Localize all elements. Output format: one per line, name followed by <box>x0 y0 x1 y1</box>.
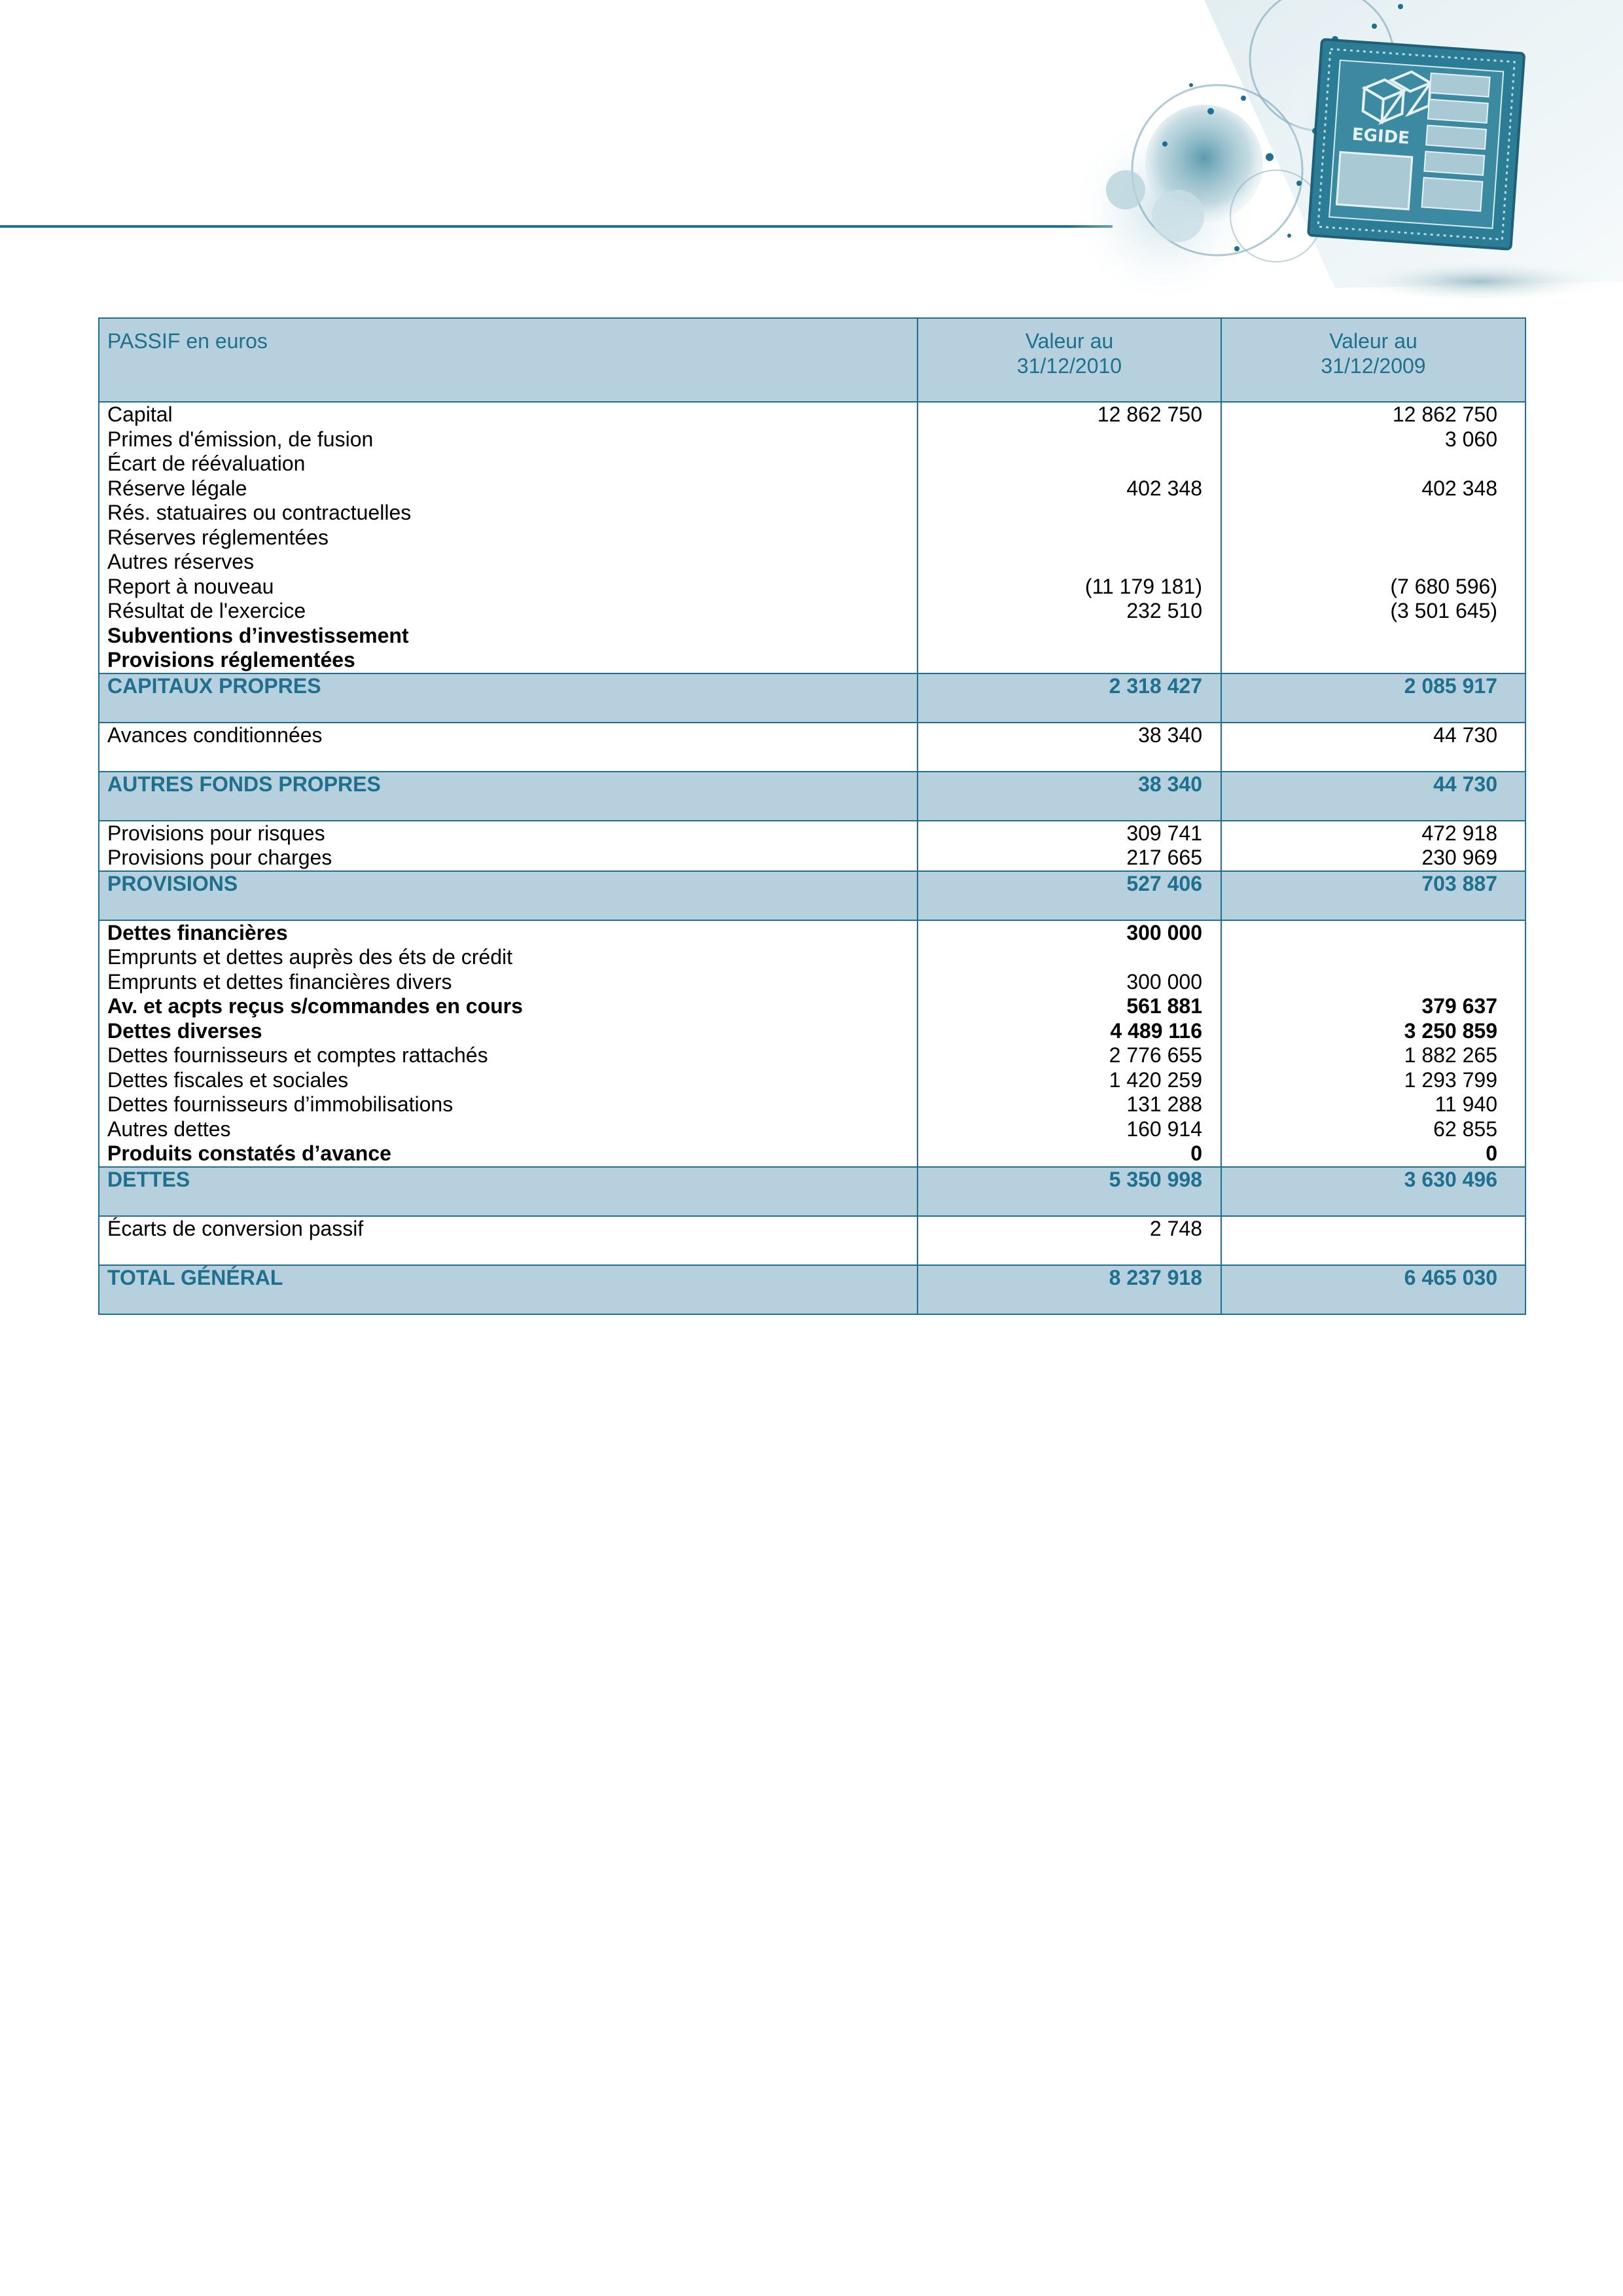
row-value-2009: (3 501 645) <box>1390 599 1497 622</box>
row-label: Dettes fournisseurs et comptes rattachés <box>107 1043 488 1067</box>
row-value-2009-cell <box>1221 1216 1525 1265</box>
table-row <box>99 821 1525 871</box>
row-label: Report à nouveau <box>107 574 274 598</box>
row-value-2009-cell <box>1221 402 1525 673</box>
row-value-2010 <box>918 648 1202 673</box>
row-value-2010 <box>918 945 1202 970</box>
row-label: Provisions réglementées <box>107 648 355 672</box>
row-value-2009-cell <box>1221 821 1525 871</box>
row-value-2010: 232 510 <box>1126 599 1202 622</box>
row-label: Rés. statuaires ou contractuelles <box>107 501 412 524</box>
row-value-2009 <box>1222 452 1497 476</box>
row-label: Dettes fiscales et sociales <box>107 1067 349 1092</box>
total-row <box>99 1265 1525 1314</box>
row-value-2010: 300 000 <box>1126 920 1202 944</box>
row-value-2010 <box>918 624 1202 649</box>
row-label: Dettes financières <box>107 920 288 944</box>
row-label: Subventions d’investissement <box>107 623 409 647</box>
total-value-2010: 38 340 <box>918 772 1221 821</box>
row-label-cell <box>99 1216 918 1265</box>
row-label: Provisions pour charges <box>107 846 332 869</box>
header-col-2009-line1: Valeur au <box>1329 329 1418 353</box>
row-value-2010: 300 000 <box>1126 969 1202 994</box>
row-value-2009 <box>1222 1217 1497 1242</box>
row-value-2009: 1 293 799 <box>1404 1067 1497 1092</box>
row-value-2009 <box>1222 624 1497 649</box>
row-value-2009: 12 862 750 <box>1392 403 1497 426</box>
total-value-2010: 5 350 998 <box>918 1167 1221 1216</box>
row-value-2010: 12 862 750 <box>1097 403 1202 426</box>
row-value-2010: 38 340 <box>1138 723 1202 747</box>
row-label: Dettes fournisseurs d’immobilisations <box>107 1092 454 1116</box>
row-value-2009 <box>1222 921 1497 946</box>
row-value-2010: 160 914 <box>1126 1117 1202 1141</box>
row-value-2009: 3 060 <box>1444 427 1497 451</box>
row-value-2009: 11 940 <box>1435 1092 1497 1116</box>
row-value-2010 <box>918 501 1202 526</box>
row-value-2010 <box>918 550 1202 575</box>
row-label-cell <box>99 920 918 1167</box>
row-value-2009: (7 680 596) <box>1390 574 1497 598</box>
row-value-2010: 4 489 116 <box>1110 1018 1202 1043</box>
row-value-2010-cell <box>918 402 1221 673</box>
row-value-2010 <box>918 452 1202 476</box>
row-value-2010-cell <box>918 723 1221 772</box>
total-row <box>99 871 1525 920</box>
total-row <box>99 673 1525 723</box>
total-label: TOTAL GÉNÉRAL <box>99 1265 918 1314</box>
row-label-cell <box>99 402 918 673</box>
header-decoration <box>1008 0 1623 308</box>
row-value-2009 <box>1222 550 1497 575</box>
header-label <box>99 318 918 402</box>
row-label: Écarts de conversion passif <box>107 1216 364 1240</box>
row-label: Provisions pour risques <box>107 821 325 845</box>
row-label: Produits constatés d’avance <box>107 1141 391 1165</box>
header-col-2010-line1: Valeur au <box>1025 329 1114 353</box>
row-value-2009 <box>1222 526 1497 550</box>
row-value-2010: 131 288 <box>1126 1092 1202 1116</box>
row-label: Écart de réévaluation <box>107 452 306 475</box>
header-col-2009 <box>1221 318 1525 402</box>
row-value-2009-cell <box>1221 723 1525 772</box>
row-value-2009: 379 637 <box>1421 994 1497 1018</box>
row-label: Réserve légale <box>107 476 247 500</box>
row-label: Résultat de l'exercice <box>107 599 306 622</box>
brand-logo-text: EGIDE <box>1351 124 1410 149</box>
total-label: CAPITAUX PROPRES <box>99 673 918 723</box>
row-value-2010 <box>918 526 1202 550</box>
row-value-2010-cell <box>918 920 1221 1167</box>
row-label: Av. et acpts reçus s/commandes en cours <box>107 994 523 1018</box>
row-value-2010-cell <box>918 1216 1221 1265</box>
row-label-cell <box>99 723 918 772</box>
row-value-2010: 1 420 259 <box>1109 1067 1202 1092</box>
total-row <box>99 1167 1525 1216</box>
total-row <box>99 772 1525 821</box>
row-value-2009 <box>1222 648 1497 673</box>
header-col-2009-line2: 31/12/2009 <box>1321 353 1426 378</box>
row-value-2010: 309 741 <box>1126 821 1202 845</box>
row-value-2010 <box>918 427 1202 452</box>
total-value-2009: 3 630 496 <box>1221 1167 1525 1216</box>
row-label: Réserves réglementées <box>107 525 329 549</box>
total-label: DETTES <box>99 1167 918 1216</box>
row-label: Dettes diverses <box>107 1018 262 1043</box>
total-value-2010: 2 318 427 <box>918 673 1221 723</box>
row-value-2009: 472 918 <box>1421 821 1497 845</box>
header-rule <box>0 225 1113 228</box>
passif-table <box>98 317 1526 1315</box>
table-row <box>99 1216 1525 1265</box>
row-value-2010: 0 <box>1190 1141 1202 1165</box>
row-value-2010: 402 348 <box>1126 476 1202 500</box>
row-label-cell <box>99 821 918 871</box>
row-value-2009: 44 730 <box>1433 723 1497 747</box>
row-value-2009: 230 969 <box>1421 846 1497 869</box>
total-value-2009: 6 465 030 <box>1221 1265 1525 1314</box>
row-label: Primes d'émission, de fusion <box>107 427 374 451</box>
row-value-2010-cell <box>918 821 1221 871</box>
total-value-2009: 44 730 <box>1221 772 1525 821</box>
row-value-2010: 217 665 <box>1126 846 1202 869</box>
total-value-2009: 703 887 <box>1221 871 1525 920</box>
header-col-2010-line2: 31/12/2010 <box>1016 353 1122 378</box>
row-value-2009: 402 348 <box>1421 476 1497 500</box>
row-value-2010: (11 179 181) <box>1084 574 1202 598</box>
row-value-2010: 2 748 <box>1149 1216 1202 1240</box>
table-body <box>99 402 1525 1314</box>
table-row <box>99 402 1525 673</box>
row-value-2010: 2 776 655 <box>1109 1043 1202 1067</box>
total-label: PROVISIONS <box>99 871 918 920</box>
header-label-text: PASSIF en euros <box>107 329 268 353</box>
table-row <box>99 920 1525 1167</box>
total-value-2010: 8 237 918 <box>918 1265 1221 1314</box>
row-label: Avances conditionnées <box>107 723 323 747</box>
row-label: Capital <box>107 403 173 426</box>
row-value-2010: 561 881 <box>1126 994 1202 1018</box>
row-label: Emprunts et dettes auprès des éts de crédit <box>107 945 512 969</box>
row-label: Autres réserves <box>107 550 255 573</box>
row-value-2009 <box>1222 945 1497 970</box>
row-label: Autres dettes <box>107 1117 231 1141</box>
row-value-2009: 3 250 859 <box>1404 1018 1497 1043</box>
total-value-2010: 527 406 <box>918 871 1221 920</box>
row-value-2009-cell <box>1221 920 1525 1167</box>
table-header-row <box>99 318 1525 402</box>
table-row <box>99 723 1525 772</box>
row-value-2009: 1 882 265 <box>1404 1043 1497 1067</box>
row-value-2009 <box>1222 501 1497 526</box>
row-value-2009: 62 855 <box>1433 1117 1497 1141</box>
header-col-2010 <box>918 318 1221 402</box>
total-value-2009: 2 085 917 <box>1221 673 1525 723</box>
row-label: Emprunts et dettes financières divers <box>107 969 452 994</box>
row-value-2009 <box>1222 970 1497 995</box>
row-value-2009: 0 <box>1486 1141 1497 1165</box>
total-label: AUTRES FONDS PROPRES <box>99 772 918 821</box>
